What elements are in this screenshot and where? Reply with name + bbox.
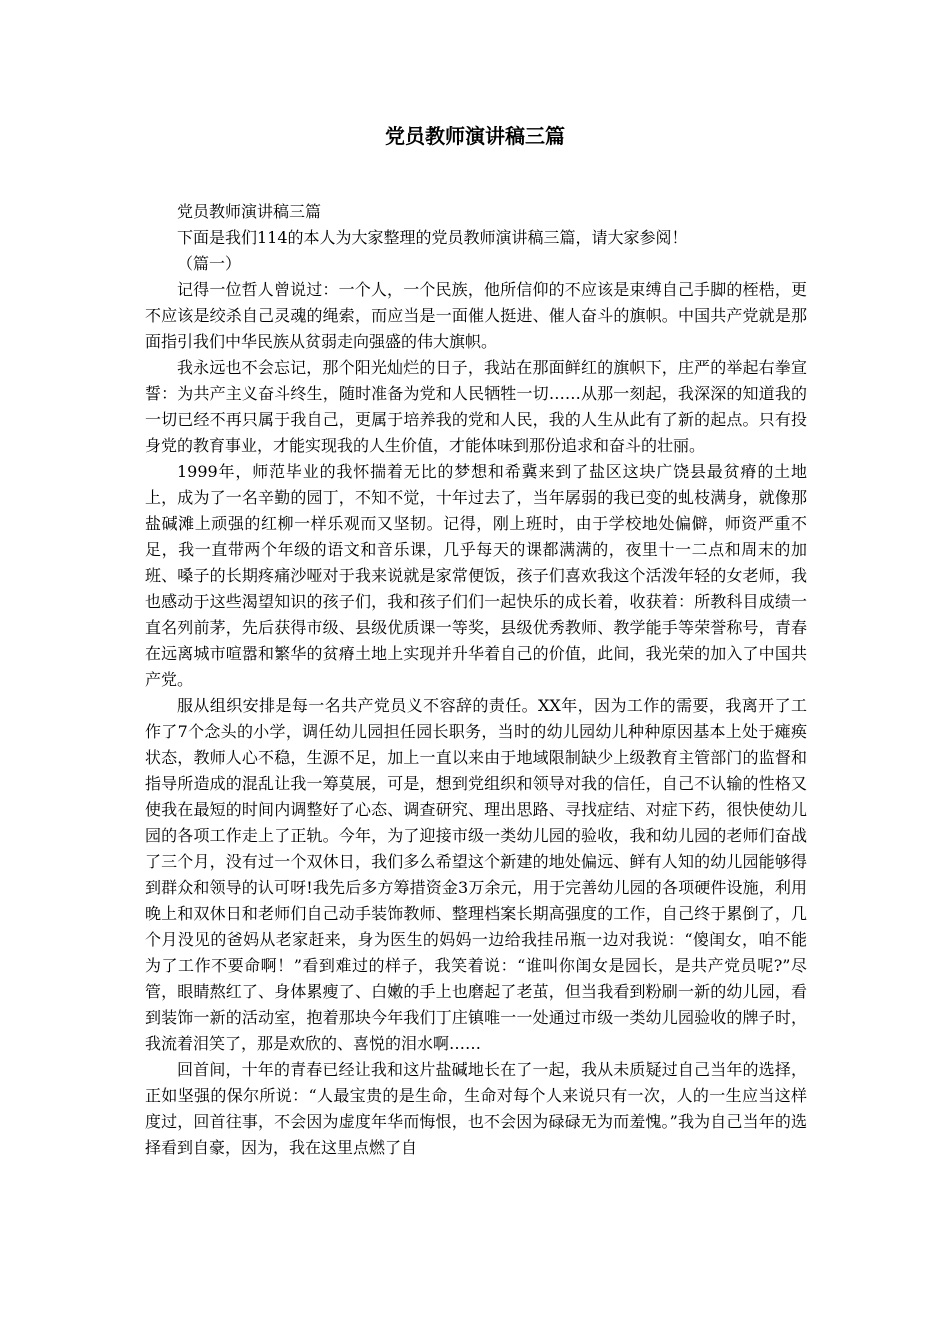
paragraph: 1999年，师范毕业的我怀揣着无比的梦想和希冀来到了盐区这块广饶县最贫瘠的土地上，成为了一名辛勤的园丁，不知不觉，十年过去了，当年孱弱的我已变的虬枝满身，就像那盐碱滩上顽强的红柳一样乐观而又坚韧。记得，刚上班时，由于学校地处偏僻，师资严重不足，我一直带两个年级的语文和音乐课，几乎每天的课都满满的，夜里十一二点和周末的加班、嗓子的长期疼痛沙哑对于我来说就是家常便饭，孩子们喜欢我这个活泼年轻的女老师，我也感动于这些渴望知识的孩子们，我和孩子们们一起快乐的成长着，收获着：所教科目成绩一直名列前茅，先后获得市级、县级优质课一等奖，县级优秀教师、教学能手等荣誉称号，青春在远离城市喧嚣和繁华的贫瘠土地上实现并升华着自己的价值，此间，我光荣的加入了中国共产党。	[145, 462, 807, 689]
document-body	[145, 199, 807, 1161]
paragraph: 回首间，十年的青春已经让我和这片盐碱地长在了一起，我从未质疑过自己当年的选择，正如坚强的保尔所说：“人最宝贵的是生命，生命对每个人来说只有一次，人的一生应当这样度过，回首往事，不会因为虚度年华而悔恨，也不会因为碌碌无为而羞愧。”我为自己当年的选择看到自豪，因为，我在这里点燃了自	[145, 1060, 807, 1157]
paragraph: 服从组织安排是每一名共产党员义不容辞的责任。XX年，因为工作的需要，我离开了工作了7个念头的小学，调任幼儿园担任园长职务，当时的幼儿园幼儿种种原因基本上处于瘫痪状态，教师人心不稳，生源不足，加上一直以来由于地域限制缺少上级教育主管部门的监督和指导所造成的混乱让我一筹莫展，可是，想到党组织和领导对我的信任，自己不认输的性格又使我在最短的时间内调整好了心态、调查研究、理出思路、寻找症结、对症下药，很快使幼儿园的各项工作走上了正轨。今年，为了迎接市级一类幼儿园的验收，我和幼儿园的老师们奋战了三个月，没有过一个双休日，我们多么希望这个新建的地处偏远、鲜有人知的幼儿园能够得到群众和领导的认可呀!我先后多方筹措资金3万余元，用于完善幼儿园的各项硬件设施，利用晚上和双休日和老师们自己动手装饰教师、整理档案长期高强度的工作，自己终于累倒了，几个月没见的爸妈从老家赶来，身为医生的妈妈一边给我挂吊瓶一边对我说：“傻闺女，咱不能为了工作不要命啊！”看到难过的样子，我笑着说：“谁叫你闺女是园长，是共产党员呢?”尽管，眼睛熬红了、身体累瘦了、白嫩的手上也磨起了老茧，但当我看到粉刷一新的幼儿园，看到装饰一新的活动室，抱着那块今年我们丁庄镇唯一一处通过市级一类幼儿园验收的牌子时，我流着泪笑了，那是欢欣的、喜悦的泪水啊……	[145, 696, 807, 1053]
paragraph-subtitle: 党员教师演讲稿三篇	[177, 202, 322, 221]
paragraph-intro: 下面是我们114的本人为大家整理的党员教师演讲稿三篇，请大家参阅！	[177, 228, 688, 247]
paragraph: 我永远也不会忘记，那个阳光灿烂的日子，我站在那面鲜红的旗帜下，庄严的举起右拳宣誓：为共产主义奋斗终生，随时准备为党和人民牺牲一切……从那一刻起，我深深的知道我的一切已经不再只属于我自己，更属于培养我的党和人民，我的人生从此有了新的起点。只有投身党的教育事业，才能实现我的人生价值，才能体味到那份追求和奋斗的壮丽。	[145, 358, 807, 455]
paragraph-section-label: （篇一）	[177, 254, 242, 273]
paragraph: 记得一位哲人曾说过：一个人，一个民族，他所信仰的不应该是束缚自己手脚的桎梏，更不应该是绞杀自己灵魂的绳索，而应当是一面催人挺进、催人奋斗的旗帜。中国共产党就是那面指引我们中华民族从贫弱走向强盛的伟大旗帜。	[145, 280, 807, 351]
document-title: 党员教师演讲稿三篇	[385, 124, 565, 148]
